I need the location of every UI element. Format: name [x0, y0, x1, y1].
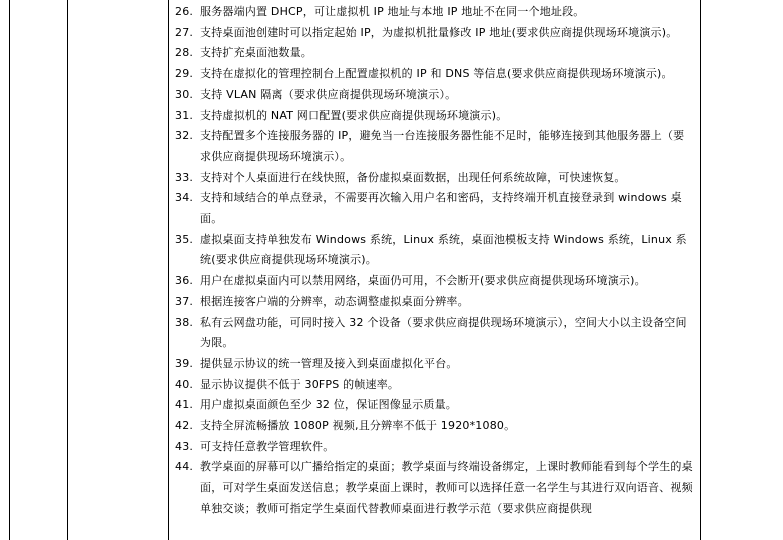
spec-item-number: 30. [175, 87, 194, 101]
spec-item [175, 64, 695, 85]
spec-item [175, 168, 695, 189]
spec-item-number: 36. [175, 274, 194, 288]
spec-item [175, 375, 695, 396]
table-border-right [700, 0, 701, 540]
spec-item-text: 支持桌面池创建时可以指定起始 IP，为虚拟机批量修改 IP 地址(要求供应商提供现场环境演示)。 [200, 25, 678, 39]
spec-item [175, 126, 695, 167]
spec-item-text: 根据连接客户端的分辨率，动态调整虚拟桌面分辨率。 [200, 294, 469, 308]
spec-item-number: 28. [175, 46, 194, 60]
spec-item-number: 38. [175, 315, 194, 329]
spec-item [175, 416, 695, 437]
spec-item-text: 教学桌面的屏幕可以广播给指定的桌面；教学桌面与终端设备绑定，上课时教师能看到每个学生的桌面，可对学生桌面发送信息；教学桌面上课时，教师可以选择任意一名学生与其进行双向语音、视频单独交谈；教师可指定学生桌面代替教师桌面进行教学示范（要求供应商提供现 [200, 460, 693, 515]
spec-item-text: 服务器端内置 DHCP，可让虚拟机 IP 地址与本地 IP 地址不在同一个地址段。 [200, 5, 585, 18]
spec-item-number: 44. [175, 460, 194, 474]
spec-item-number: 27. [175, 25, 194, 39]
spec-item [175, 85, 695, 106]
spec-item-number: 40. [175, 377, 194, 391]
table-divider-2 [168, 0, 169, 540]
spec-item [175, 271, 695, 292]
spec-item-number: 26. [175, 5, 194, 18]
spec-item [175, 354, 695, 375]
spec-item-number: 33. [175, 170, 194, 184]
spec-item-text: 支持全屏流畅播放 1080P 视频,且分辨率不低于 1920*1080。 [200, 419, 516, 433]
spec-item [175, 292, 695, 313]
spec-item-text: 私有云网盘功能，可同时接入 32 个设备（要求供应商提供现场环境演示），空间大小以主设备空间为限。 [200, 315, 687, 350]
spec-item-number: 34. [175, 191, 194, 205]
spec-item [175, 313, 695, 354]
spec-item-number: 39. [175, 356, 194, 370]
spec-item-number: 41. [175, 398, 194, 412]
table-cell-name [68, 0, 168, 540]
spec-item [175, 230, 695, 271]
spec-item-text: 虚拟桌面支持单独发布 Windows 系统，Linux 系统，桌面池模板支持 Windows 系统，Linux 系统(要求供应商提供现场环境演示)。 [200, 232, 687, 267]
spec-item [175, 2, 695, 23]
spec-item-number: 42. [175, 419, 194, 433]
spec-item-text: 支持扩充桌面池数量。 [200, 46, 312, 60]
spec-item [175, 106, 695, 127]
spec-item [175, 43, 695, 64]
spec-item [175, 395, 695, 416]
spec-item [175, 437, 695, 458]
spec-item-text: 支持和域结合的单点登录，不需要再次输入用户名和密码，支持终端开机直接登录到 windows 桌面。 [200, 191, 682, 226]
spec-item-text: 支持虚拟机的 NAT 网口配置(要求供应商提供现场环境演示)。 [200, 108, 508, 122]
table-cell-index [10, 0, 67, 540]
spec-item-text: 显示协议提供不低于 30FPS 的帧速率。 [200, 377, 400, 391]
spec-item-number: 31. [175, 108, 194, 122]
spec-item-text: 用户在虚拟桌面内可以禁用网络，桌面仍可用，不会断开(要求供应商提供现场环境演示)。 [200, 274, 646, 288]
spec-item-text: 可支持任意教学管理软件。 [200, 439, 335, 453]
spec-item [175, 188, 695, 229]
spec-item-number: 35. [175, 232, 194, 246]
spec-item-number: 37. [175, 294, 194, 308]
spec-item [175, 23, 695, 44]
spec-list [175, 2, 695, 520]
spec-item-number: 32. [175, 129, 194, 143]
spec-item-text: 支持对个人桌面进行在线快照，备份虚拟桌面数据，出现任何系统故障，可快速恢复。 [200, 170, 626, 184]
spec-item-text: 提供显示协议的统一管理及接入到桌面虚拟化平台。 [200, 356, 458, 370]
spec-item-number: 29. [175, 67, 194, 81]
spec-item-number: 43. [175, 439, 194, 453]
spec-item-text: 用户虚拟桌面颜色至少 32 位，保证图像显示质量。 [200, 398, 457, 412]
spec-item-text: 支持在虚拟化的管理控制台上配置虚拟机的 IP 和 DNS 等信息(要求供应商提供现场环境演示)。 [200, 67, 673, 81]
spec-item-text: 支持配置多个连接服务器的 IP，避免当一台连接服务器性能不足时，能够连接到其他服务器上（要求供应商提供现场环境演示）。 [200, 129, 685, 163]
spec-item [175, 457, 695, 519]
spec-item-text: 支持 VLAN 隔离（要求供应商提供现场环境演示）。 [200, 87, 457, 101]
